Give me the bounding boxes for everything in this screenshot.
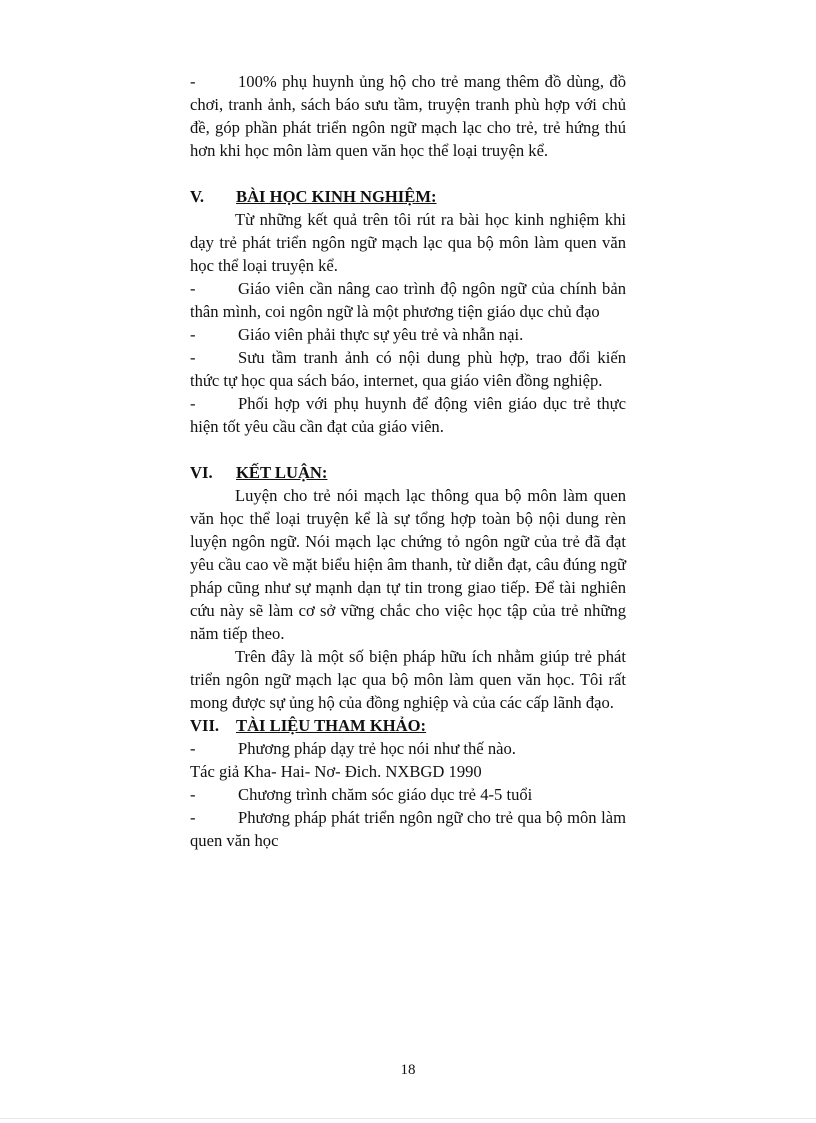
section-5-title: BÀI HỌC KINH NGHIỆM: [236, 187, 437, 206]
section-6-number: VI. [190, 463, 213, 482]
section-5-item: - Phối hợp với phụ huynh để động viên giáo dục trẻ thực hiện tốt yêu cầu cần đạt của giáo viên. [190, 394, 626, 436]
reference-author: Tác giả Kha- Hai- Nơ- Đich. NXBGD 1990 [190, 762, 482, 781]
intro-bullet-text: 100% phụ huynh ủng hộ cho trẻ mang thêm đồ dùng, đồ chơi, tranh ảnh, sách báo sưu tầm, truyện tranh phù hợp với chủ đề, góp phần phát triển ngôn ngữ mạch lạc cho trẻ, trẻ hứng thú hơn khi học môn làm quen văn học thể loại truyện kể. [190, 72, 626, 160]
section-5-intro: Từ những kết quả trên tôi rút ra bài học kinh nghiệm khi dạy trẻ phát triển ngôn ngữ mạch lạc qua bộ môn làm quen văn học thể loại truyện kể. [190, 210, 626, 275]
page-number: 18 [400, 1062, 416, 1078]
reference-item: - Phương pháp dạy trẻ học nói như thế nào. [190, 739, 516, 758]
section-5-item: - Giáo viên cần nâng cao trình độ ngôn ngữ của chính bản thân mình, coi ngôn ngữ là một phương tiện giáo dục chủ đạo [190, 279, 626, 321]
dash-mark: - [190, 72, 196, 91]
section-7-title: TÀI LIỆU THAM KHẢO: [236, 716, 427, 735]
section-6-paragraph-1: Luyện cho trẻ nói mạch lạc thông qua bộ môn làm quen văn học thể loại truyện kể là sự tổng hợp toàn bộ nội dung rèn luyện ngôn ngữ. Nói mạch lạc chứng tỏ ngôn ngữ của trẻ đã đạt yêu cầu cao về mặt biểu hiện âm thanh, từ diễn đạt, câu đúng ngữ pháp cũng như sự mạnh dạn tự tin trong giao tiếp. Để tài nghiên cứu này sẽ làm cơ sở vững chắc cho việc học tập của trẻ những năm tiếp theo. [190, 486, 626, 643]
section-6-title: KẾT LUẬN: [236, 463, 328, 482]
section-6-heading [190, 461, 626, 484]
section-5-item: - Sưu tầm tranh ảnh có nội dung phù hợp, trao đổi kiến thức tự học qua sách báo, internet, qua giáo viên đồng nghiệp. [190, 348, 626, 390]
reference-item: - Phương pháp phát triển ngôn ngữ cho trẻ qua bộ môn làm quen văn học [190, 808, 626, 850]
intro-bullet [190, 70, 626, 162]
section-7-heading [190, 714, 626, 737]
section-5-heading [190, 185, 626, 208]
page-content [190, 70, 626, 852]
section-5-item: - Giáo viên phải thực sự yêu trẻ và nhẫn nại. [190, 325, 524, 344]
section-5-number: V. [190, 187, 204, 206]
section-6-paragraph-2: Trên đây là một số biện pháp hữu ích nhằm giúp trẻ phát triển ngôn ngữ mạch lạc qua bộ môn làm quen văn học. Tôi rất mong được sự ủng hộ của đồng nghiệp và của các cấp lãnh đạo. [190, 647, 626, 712]
reference-item: - Chương trình chăm sóc giáo dục trẻ 4-5 tuổi [190, 785, 533, 804]
section-7-number: VII. [190, 716, 220, 735]
page-edge-divider [0, 1118, 816, 1119]
